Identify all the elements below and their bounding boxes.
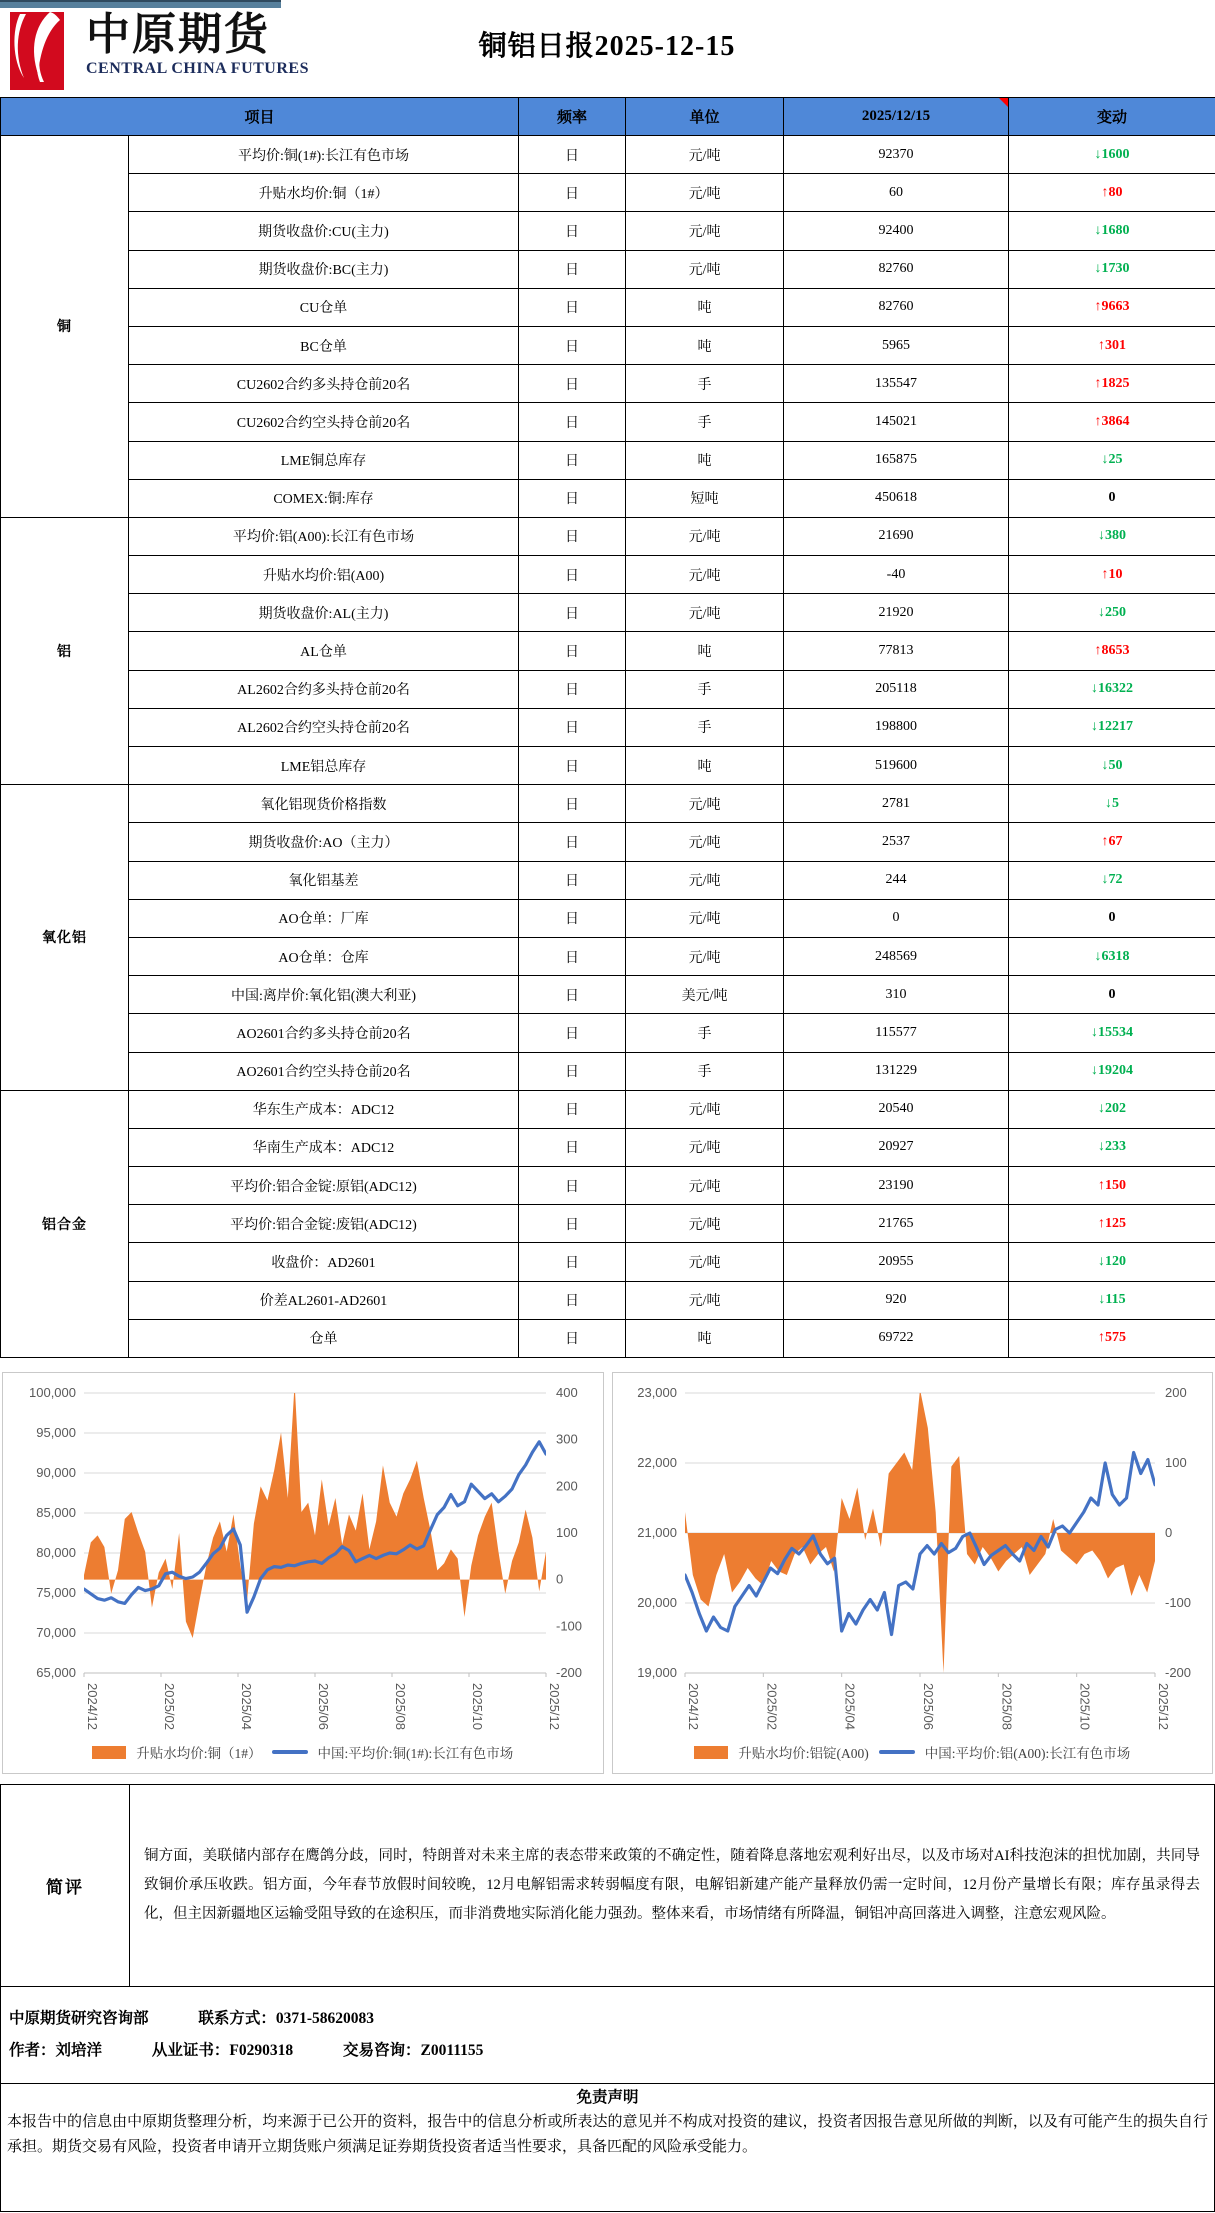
brief-comment-body (130, 1785, 1214, 1986)
change-value: ↑10 (1009, 556, 1215, 594)
charts-row (0, 1358, 1215, 1774)
value: 0 (784, 899, 1009, 937)
group-label-3: 铝合金 (1, 1090, 129, 1357)
item-name: COMEX:铜:库存 (129, 479, 519, 517)
legend-label: 中国:平均价:铜(1#):长江有色市场 (317, 1746, 514, 1761)
table-row (1, 594, 1215, 632)
svg-text:400: 400 (555, 1385, 578, 1400)
unit: 元/吨 (626, 1243, 784, 1281)
value: 21920 (784, 594, 1009, 632)
brief-comment-section (0, 1784, 1215, 1987)
svg-text:2025/12: 2025/12 (546, 1683, 562, 1730)
value: 20540 (784, 1090, 1009, 1128)
author-name: 作者：刘培洋 (9, 2042, 103, 2059)
line-series-swatch (272, 1750, 308, 1754)
copper-chart-box (2, 1372, 604, 1774)
item-name: AL仓单 (129, 632, 519, 670)
unit: 短吨 (626, 479, 784, 517)
change-value: ↓202 (1009, 1090, 1215, 1128)
svg-text:300: 300 (555, 1431, 578, 1447)
table-row (1, 899, 1215, 937)
frequency: 日 (519, 937, 626, 975)
contact-phone: 联系方式：0371-58620083 (198, 2010, 375, 2027)
frequency: 日 (519, 1128, 626, 1166)
legend-label: 升贴水均价:铝锭(A00) (738, 1746, 869, 1761)
report-header (0, 0, 1215, 97)
unit: 元/吨 (626, 785, 784, 823)
unit: 元/吨 (626, 937, 784, 975)
frequency: 日 (519, 1167, 626, 1205)
group-label-2: 氧化铝 (1, 785, 129, 1091)
disclaimer-section (0, 2084, 1215, 2212)
unit: 吨 (626, 632, 784, 670)
unit: 元/吨 (626, 250, 784, 288)
change-value: ↑1825 (1009, 365, 1215, 403)
value: 2537 (784, 823, 1009, 861)
aluminum-chart-legend (613, 1735, 1213, 1769)
unit: 美元/吨 (626, 976, 784, 1014)
change-value: ↓25 (1009, 441, 1215, 479)
svg-text:-200: -200 (1165, 1665, 1192, 1680)
table-row (1, 1281, 1215, 1319)
svg-text:20,000: 20,000 (637, 1595, 678, 1610)
table-row (1, 288, 1215, 326)
area-series-swatch (92, 1746, 126, 1759)
value: 82760 (784, 250, 1009, 288)
item-name: LME铜总库存 (129, 441, 519, 479)
footer-line-1 (9, 2003, 1214, 2035)
item-name: BC仓单 (129, 326, 519, 364)
brief-comment-label: 简评 (1, 1785, 130, 1986)
change-value: ↓233 (1009, 1128, 1215, 1166)
frequency: 日 (519, 861, 626, 899)
value: 248569 (784, 937, 1009, 975)
unit: 手 (626, 670, 784, 708)
svg-text:21,000: 21,000 (637, 1525, 678, 1540)
copper-chart-legend (3, 1735, 603, 1769)
item-name: AO仓单：厂库 (129, 899, 519, 937)
column-header-frequency: 频率 (519, 98, 626, 136)
change-value: ↑3864 (1009, 403, 1215, 441)
frequency: 日 (519, 326, 626, 364)
value: 21765 (784, 1205, 1009, 1243)
item-name: 期货收盘价:CU(主力) (129, 212, 519, 250)
item-name: AO仓单：仓库 (129, 937, 519, 975)
unit: 元/吨 (626, 212, 784, 250)
unit: 手 (626, 403, 784, 441)
change-value: ↓12217 (1009, 708, 1215, 746)
svg-text:95,000: 95,000 (35, 1425, 76, 1440)
frequency: 日 (519, 785, 626, 823)
change-value: ↓115 (1009, 1281, 1215, 1319)
svg-text:0: 0 (555, 1571, 563, 1587)
svg-text:2025/02: 2025/02 (764, 1683, 780, 1730)
table-row (1, 250, 1215, 288)
frequency: 日 (519, 1243, 626, 1281)
change-value: ↓1730 (1009, 250, 1215, 288)
value: 77813 (784, 632, 1009, 670)
item-name: 中国:离岸价:氧化铝(澳大利亚) (129, 976, 519, 1014)
value: 20927 (784, 1128, 1009, 1166)
frequency: 日 (519, 670, 626, 708)
svg-text:2025/02: 2025/02 (161, 1683, 177, 1730)
value: 135547 (784, 365, 1009, 403)
change-value: ↑301 (1009, 326, 1215, 364)
unit: 吨 (626, 441, 784, 479)
table-row (1, 976, 1215, 1014)
svg-text:100: 100 (1165, 1455, 1187, 1470)
change-value: ↑150 (1009, 1167, 1215, 1205)
unit: 吨 (626, 1319, 784, 1357)
table-row (1, 1052, 1215, 1090)
table-row (1, 365, 1215, 403)
svg-text:2025/06: 2025/06 (921, 1683, 937, 1730)
svg-text:100: 100 (555, 1525, 578, 1540)
unit: 元/吨 (626, 1167, 784, 1205)
item-name: 氧化铝现货价格指数 (129, 785, 519, 823)
table-row (1, 556, 1215, 594)
comment-marker-icon (999, 98, 1008, 107)
item-name: 期货收盘价:BC(主力) (129, 250, 519, 288)
department-name: 中原期货研究咨询部 (9, 2010, 149, 2027)
frequency: 日 (519, 517, 626, 555)
frequency: 日 (519, 632, 626, 670)
company-logo (10, 12, 309, 90)
table-row (1, 1205, 1215, 1243)
table-row (1, 1319, 1215, 1357)
value: 2781 (784, 785, 1009, 823)
copper-price-premium-chart (4, 1377, 602, 1735)
frequency: 日 (519, 1014, 626, 1052)
svg-text:2025/08: 2025/08 (392, 1683, 408, 1730)
date-header-label: 2025/12/15 (861, 108, 931, 124)
table-row (1, 517, 1215, 555)
item-name: 价差AL2601-AD2601 (129, 1281, 519, 1319)
legend-label: 升贴水均价:铜（1#） (136, 1746, 262, 1761)
table-row (1, 823, 1215, 861)
frequency: 日 (519, 1281, 626, 1319)
item-name: 收盘价：AD2601 (129, 1243, 519, 1281)
item-name: 平均价:铝(A00):长江有色市场 (129, 517, 519, 555)
frequency: 日 (519, 365, 626, 403)
item-name: LME铝总库存 (129, 747, 519, 785)
value: 92370 (784, 136, 1009, 174)
frequency: 日 (519, 556, 626, 594)
svg-text:-100: -100 (1165, 1595, 1192, 1610)
area-series-swatch (694, 1746, 728, 1759)
disclaimer-title: 免责声明 (576, 2089, 639, 2106)
frequency: 日 (519, 441, 626, 479)
table-row (1, 136, 1215, 174)
item-name: 平均价:铝合金锭:原铝(ADC12) (129, 1167, 519, 1205)
svg-text:2025/10: 2025/10 (1077, 1683, 1093, 1730)
change-value: ↓380 (1009, 517, 1215, 555)
value: 92400 (784, 212, 1009, 250)
table-row (1, 174, 1215, 212)
column-header-change: 变动 (1009, 98, 1215, 136)
frequency: 日 (519, 136, 626, 174)
change-value: ↓6318 (1009, 937, 1215, 975)
svg-text:0: 0 (1165, 1525, 1173, 1540)
table-row (1, 708, 1215, 746)
unit: 元/吨 (626, 1281, 784, 1319)
change-value: ↑8653 (1009, 632, 1215, 670)
unit: 手 (626, 708, 784, 746)
value: 198800 (784, 708, 1009, 746)
table-row (1, 1128, 1215, 1166)
unit: 手 (626, 1014, 784, 1052)
value: 450618 (784, 479, 1009, 517)
value: 205118 (784, 670, 1009, 708)
disclaimer-text: 本报告中的信息由中原期货整理分析，均来源于已公开的资料，报告中的信息分析或所表达的意见并不构成对投资的建议，投资者因报告意见所做的判断，以及有可能产生的损失自行承担。期货交易有风险，投资者申请开立期货账户须满足证券期货投资者适当性要求，具备匹配的风险承受能力。 (7, 2114, 1208, 2155)
change-value: ↑125 (1009, 1205, 1215, 1243)
value: 21690 (784, 517, 1009, 555)
svg-text:85,000: 85,000 (35, 1505, 76, 1520)
svg-text:2025/12: 2025/12 (1156, 1683, 1172, 1730)
frequency: 日 (519, 1090, 626, 1128)
item-name: CU仓单 (129, 288, 519, 326)
logo-top-bar (0, 0, 281, 8)
item-name: AO2601合约空头持仓前20名 (129, 1052, 519, 1090)
aluminum-price-premium-chart (613, 1377, 1211, 1735)
change-value: ↓50 (1009, 747, 1215, 785)
item-name: 升贴水均价:铝(A00) (129, 556, 519, 594)
frequency: 日 (519, 708, 626, 746)
unit: 元/吨 (626, 594, 784, 632)
value: 23190 (784, 1167, 1009, 1205)
table-row (1, 632, 1215, 670)
frequency: 日 (519, 174, 626, 212)
unit: 吨 (626, 326, 784, 364)
value: 69722 (784, 1319, 1009, 1357)
item-name: 期货收盘价:AO（主力） (129, 823, 519, 861)
svg-text:22,000: 22,000 (637, 1455, 678, 1470)
frequency: 日 (519, 976, 626, 1014)
footer-line-2 (9, 2035, 1214, 2067)
column-header-unit: 单位 (626, 98, 784, 136)
item-name: AO2601合约多头持仓前20名 (129, 1014, 519, 1052)
frequency: 日 (519, 479, 626, 517)
value: 5965 (784, 326, 1009, 364)
unit: 元/吨 (626, 1205, 784, 1243)
svg-text:-200: -200 (555, 1665, 582, 1680)
value: 165875 (784, 441, 1009, 479)
brand-name-en: CENTRAL CHINA FUTURES (86, 60, 309, 77)
change-value: ↑9663 (1009, 288, 1215, 326)
change-value: ↓5 (1009, 785, 1215, 823)
brand-name-cn: 中原期货 (86, 10, 270, 59)
svg-text:75,000: 75,000 (35, 1585, 76, 1600)
table-row (1, 326, 1215, 364)
daily-data-table (0, 97, 1215, 1358)
item-name: AL2602合约空头持仓前20名 (129, 708, 519, 746)
value: 145021 (784, 403, 1009, 441)
table-row (1, 861, 1215, 899)
brief-comment-text: 铜方面，美联储内部存在鹰鸽分歧，同时，特朗普对未来主席的表态带来政策的不确定性，随着降息落地宏观利好出尽，以及市场对AI科技泡沫的担忧加剧，共同导致铜价承压收跌。铝方面，今年春节放假时间较晚，12月电解铝需求转弱幅度有限，电解铝新建产能产量释放仍需一定时间，12月份产量增长有限；库存虽录得去化，但主因新疆地区运输受阻导致的在途积压，而非消费地实际消化能力强劲。整体来看，市场情绪有所降温，铜铝冲高回落进入调整，注意宏观风险。 (144, 1848, 1200, 1922)
legend-label: 中国:平均价:铝(A00):长江有色市场 (924, 1746, 1131, 1761)
svg-text:100,000: 100,000 (28, 1385, 76, 1400)
item-name: 华南生产成本：ADC12 (129, 1128, 519, 1166)
table-row (1, 479, 1215, 517)
group-label-0: 铜 (1, 136, 129, 518)
item-name: 平均价:铜(1#):长江有色市场 (129, 136, 519, 174)
frequency: 日 (519, 250, 626, 288)
frequency: 日 (519, 1319, 626, 1357)
frequency: 日 (519, 1205, 626, 1243)
value: 244 (784, 861, 1009, 899)
value: 131229 (784, 1052, 1009, 1090)
svg-text:65,000: 65,000 (35, 1665, 76, 1680)
svg-text:2024/12: 2024/12 (686, 1683, 702, 1730)
table-row (1, 212, 1215, 250)
svg-text:23,000: 23,000 (637, 1385, 678, 1400)
svg-text:-100: -100 (555, 1618, 582, 1634)
column-header-item: 项目 (1, 98, 519, 136)
frequency: 日 (519, 1052, 626, 1090)
change-value: ↑67 (1009, 823, 1215, 861)
table-header-row (1, 98, 1215, 136)
value: 82760 (784, 288, 1009, 326)
table-row (1, 1167, 1215, 1205)
unit: 吨 (626, 747, 784, 785)
item-name: CU2602合约多头持仓前20名 (129, 365, 519, 403)
svg-text:2024/12: 2024/12 (84, 1683, 100, 1730)
unit: 元/吨 (626, 556, 784, 594)
table-row (1, 785, 1215, 823)
unit: 手 (626, 365, 784, 403)
svg-text:80,000: 80,000 (35, 1545, 76, 1560)
unit: 元/吨 (626, 1128, 784, 1166)
unit: 元/吨 (626, 823, 784, 861)
change-value: 0 (1009, 976, 1215, 1014)
advisory-number: 交易咨询：Z0011155 (342, 2042, 484, 2059)
change-value: ↓15534 (1009, 1014, 1215, 1052)
table-row (1, 1243, 1215, 1281)
item-name: AL2602合约多头持仓前20名 (129, 670, 519, 708)
table-row (1, 747, 1215, 785)
item-name: 仓单 (129, 1319, 519, 1357)
frequency: 日 (519, 899, 626, 937)
item-name: 华东生产成本：ADC12 (129, 1090, 519, 1128)
license-number: 从业证书：F0290318 (151, 2042, 294, 2059)
svg-text:2025/04: 2025/04 (238, 1683, 254, 1730)
svg-text:2025/10: 2025/10 (469, 1683, 485, 1730)
item-name: 期货收盘价:AL(主力) (129, 594, 519, 632)
unit: 元/吨 (626, 174, 784, 212)
table-row (1, 441, 1215, 479)
value: 310 (784, 976, 1009, 1014)
value: 60 (784, 174, 1009, 212)
svg-text:19,000: 19,000 (637, 1665, 678, 1680)
frequency: 日 (519, 823, 626, 861)
unit: 元/吨 (626, 899, 784, 937)
change-value: ↓120 (1009, 1243, 1215, 1281)
change-value: ↓19204 (1009, 1052, 1215, 1090)
unit: 元/吨 (626, 861, 784, 899)
svg-text:70,000: 70,000 (35, 1625, 76, 1640)
svg-text:2025/04: 2025/04 (842, 1683, 858, 1730)
item-name: 升贴水均价:铜（1#） (129, 174, 519, 212)
item-name: 氧化铝基差 (129, 861, 519, 899)
table-row (1, 1014, 1215, 1052)
group-label-1: 铝 (1, 517, 129, 784)
frequency: 日 (519, 212, 626, 250)
table-row (1, 937, 1215, 975)
change-value: ↓1600 (1009, 136, 1215, 174)
unit: 元/吨 (626, 1090, 784, 1128)
item-name: 平均价:铝合金锭:废铝(ADC12) (129, 1205, 519, 1243)
change-value: ↑80 (1009, 174, 1215, 212)
change-value: ↓16322 (1009, 670, 1215, 708)
value: 20955 (784, 1243, 1009, 1281)
company-flame-icon (10, 12, 64, 90)
frequency: 日 (519, 403, 626, 441)
value: -40 (784, 556, 1009, 594)
unit: 吨 (626, 288, 784, 326)
change-value: ↓1680 (1009, 212, 1215, 250)
value: 115577 (784, 1014, 1009, 1052)
page-title: 铜铝日报2025-12-15 (478, 31, 736, 62)
aluminum-chart-box (612, 1372, 1214, 1774)
svg-text:200: 200 (555, 1478, 578, 1494)
frequency: 日 (519, 747, 626, 785)
line-series-swatch (879, 1750, 915, 1754)
change-value: 0 (1009, 899, 1215, 937)
logo-text (86, 12, 309, 78)
svg-text:90,000: 90,000 (35, 1465, 76, 1480)
change-value: ↓250 (1009, 594, 1215, 632)
value: 519600 (784, 747, 1009, 785)
table-row (1, 670, 1215, 708)
change-value: 0 (1009, 479, 1215, 517)
change-value: ↓72 (1009, 861, 1215, 899)
unit: 元/吨 (626, 517, 784, 555)
item-name: CU2602合约空头持仓前20名 (129, 403, 519, 441)
unit: 元/吨 (626, 136, 784, 174)
frequency: 日 (519, 594, 626, 632)
unit: 手 (626, 1052, 784, 1090)
svg-text:200: 200 (1165, 1385, 1187, 1400)
value: 920 (784, 1281, 1009, 1319)
column-header-date (784, 98, 1009, 136)
svg-text:2025/08: 2025/08 (999, 1683, 1015, 1730)
svg-text:2025/06: 2025/06 (315, 1683, 331, 1730)
table-row (1, 1090, 1215, 1128)
report-footer (0, 1987, 1215, 2084)
table-row (1, 403, 1215, 441)
change-value: ↑575 (1009, 1319, 1215, 1357)
frequency: 日 (519, 288, 626, 326)
